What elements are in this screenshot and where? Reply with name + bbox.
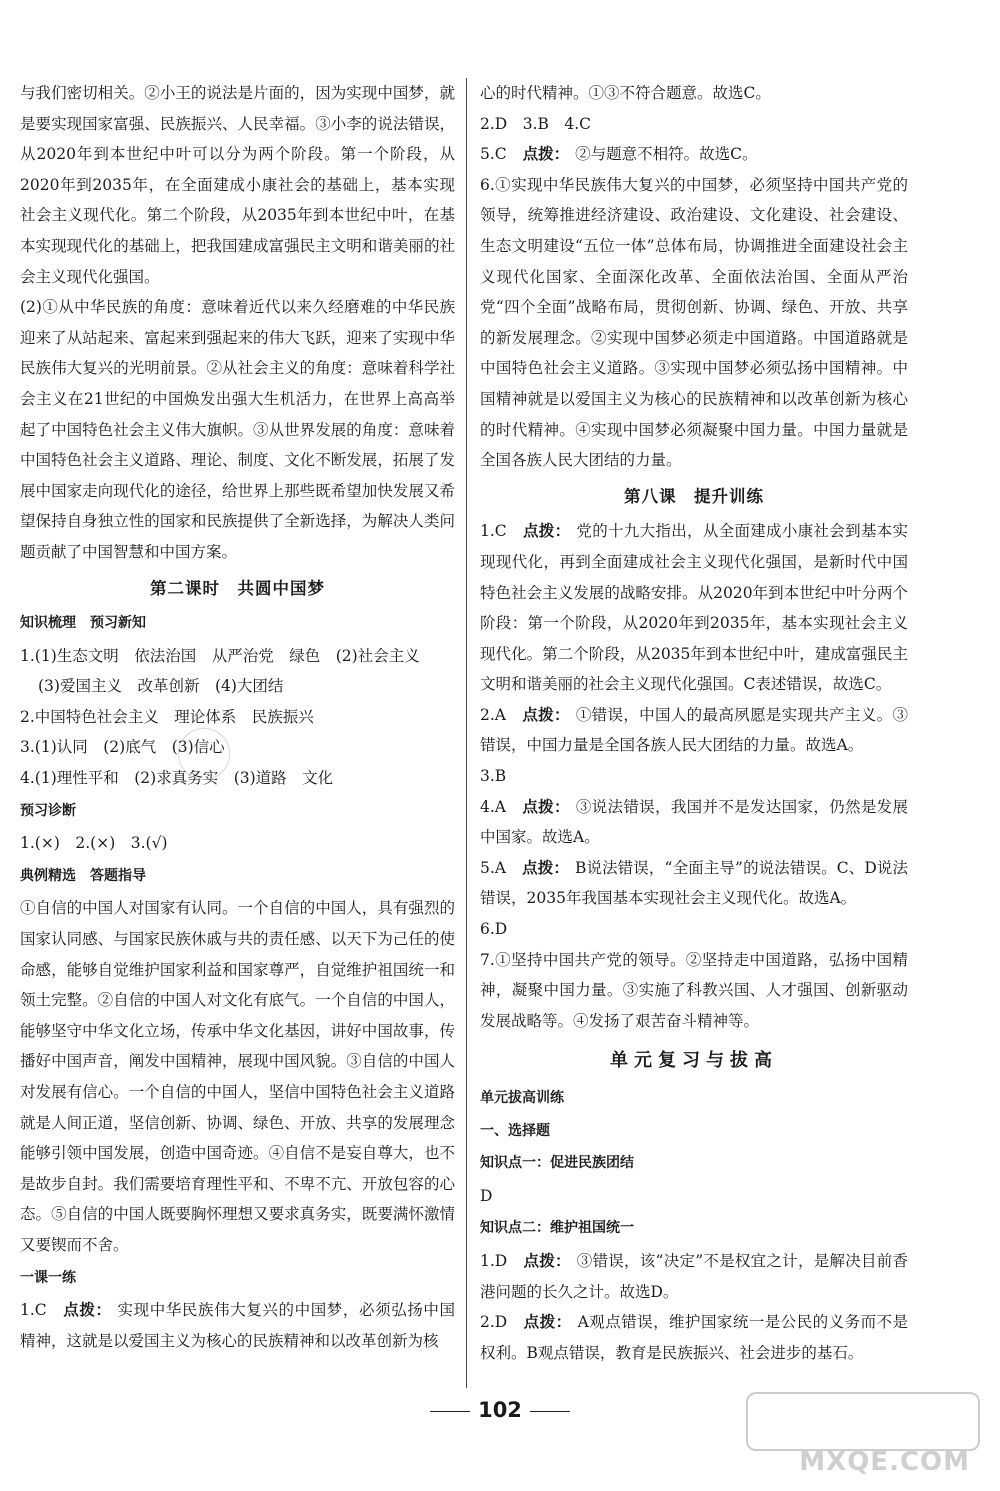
answer-item	[480, 700, 908, 761]
tip-label: 点拨：	[521, 857, 569, 877]
answer-line: 2.D 3.B 4.C	[480, 114, 592, 133]
subheading: 典例精选 答题指导	[20, 867, 146, 884]
answer-paragraph: 7.①坚持中国共产党的领导。②坚持走中国道路，弘扬中国精神，凝聚中国力量。③实施了科教兴国、人才强国、创新驱动发展战略等。④发扬了艰苦奋斗精神等。	[480, 950, 908, 1030]
page-number-text: 102	[478, 1398, 522, 1422]
tip-label: 点拨：	[62, 1300, 112, 1320]
answer-paragraph: 与我们密切相关。②小王的说法是片面的，因为实现中国梦，就是要实现国家富强、民族振兴、人民幸福。③小李的说法错误，从2020年到本世纪中叶可以分为两个阶段。第一个阶段，从2020年到2035年，在全面建成小康社会的基础上，基本实现社会主义现代化。第二个阶段，从2035年到本世纪中叶，在基本实现现代化的基础上，把我国建成富强民主文明和谐美丽的社会主义现代化强国。	[20, 84, 455, 286]
tip-label: 点拨：	[523, 1250, 571, 1270]
answer-number: 4.A	[480, 797, 506, 816]
answer-line: D	[480, 1186, 493, 1205]
subheading: 单元拔高训练	[480, 1090, 564, 1106]
subheading: 知识点二：维护祖国统一	[480, 1220, 634, 1237]
unit-title: 单元复习与拔高	[610, 1050, 778, 1072]
answer-text: A观点错误，维护国家统一是公民的义务而不是权利。B观点错误，教育是民族振兴、社会进步的基石。	[480, 1313, 908, 1362]
answer-number: 1.C	[20, 1301, 47, 1320]
tip-label: 点拨：	[521, 796, 570, 816]
page-number-dash	[430, 1411, 470, 1412]
answer-number: 5.A	[480, 858, 506, 877]
section-title: 第八课 提升训练	[624, 486, 764, 506]
answer-item	[480, 1246, 908, 1307]
subheading: 一课一练	[20, 1269, 76, 1286]
answer-number: 2.D	[480, 1313, 508, 1332]
watermark-url: MXQE.COM	[799, 1447, 970, 1477]
answer-text: ③说法错误，我国并不是发达国家，仍然是发展中国家。故选A。	[480, 797, 908, 847]
answer-line: 6.D	[480, 920, 508, 939]
tip-label: 点拨：	[522, 144, 570, 164]
subheading: 一、选择题	[480, 1122, 550, 1139]
answer-number: 2.A	[480, 705, 506, 724]
answer-item	[480, 853, 908, 914]
tip-label: 点拨：	[523, 1312, 572, 1332]
left-column	[20, 78, 455, 1356]
answer-item	[480, 1307, 908, 1368]
answer-text: 实现中华民族伟大复兴的中国梦，必须弘扬中国精神，这就是以爱国主义为核心的民族精神和以改革创新为核	[20, 1301, 455, 1350]
answer-paragraph: 6.①实现中华民族伟大复兴的中国梦，必须坚持中国共产党的领导，统筹推进经济建设、政治建设、文化建设、社会建设、生态文明建设“五位一体”总体布局，协调推进全面建设社会主义现代化国家、全面深化改革、全面依法治国、全面从严治党“四个全面”战略布局，贯彻创新、协调、绿色、开放、共享的新发展理念。②实现中国梦必须走中国道路。中国道路就是中国特色社会主义道路。③实现中国梦必须弘扬中国精神。中国精神就是以爱国主义为核心的民族精神和以改革创新为核心的时代精神。④实现中国梦必须凝聚中国力量。中国力量就是全国各族人民大团结的力量。	[480, 175, 908, 470]
answer-item	[480, 516, 908, 700]
answer-text: 党的十九大指出，从全面建成小康社会到基本实现现代化，再到全面建成社会主义现代化强国，是新时代中国特色社会主义发展的战略安排。从2020年到本世纪中叶分两个阶段：第一个阶段，从2020年到2035年，基本实现社会主义现代化。第二个阶段，从2035年到本世纪中叶，建成富强民主文明和谐美丽的社会主义现代化强国。C表述错误，故选C。	[480, 522, 908, 694]
answer-item	[480, 139, 908, 170]
answer-line: 1.(1)生态文明 依法治国 从严治党 绿色 (2)社会主义	[20, 646, 420, 665]
example-paragraph: ①自信的中国人对国家有认同。一个自信的中国人，具有强烈的国家认同感、与国家民族休戚与共的责任感、以天下为己任的使命感，能够自觉维护国家利益和国家尊严，自觉维护祖国统一和领土完整。②自信的中国人对文化有底气。一个自信的中国人，能够坚守中华文化立场，传承中华文化基因，讲好中国故事，传播好中国声音，阐发中国精神，展现中国风貌。③自信的中国人对发展有信心。一个自信的中国人，坚信中国特色社会主义道路就是人间正道，坚信创新、协调、绿色、开放、共享的发展理念能够引领中国发展，创造中国奇迹。④自信不是妄自尊大，也不是故步自封。我们需要培育理性平和、不卑不亢、开放包容的心态。⑤自信的中国人既要胸怀理想又要求真务实，既要满怀激情又要锲而不舍。	[20, 899, 455, 1254]
subheading: 预习诊断	[20, 802, 76, 819]
column-divider	[466, 78, 467, 1388]
answer-line: 1.(×) 2.(×) 3.(√)	[20, 834, 168, 853]
answer-paragraph: (2)①从中华民族的角度：意味着近代以来久经磨难的中华民族迎来了从站起来、富起来到强起来的伟大飞跃，迎来了实现中华民族伟大复兴的光明前景。②从社会主义的角度：意味着科学社会主义在21世纪的中国焕发出强大生机活力，在世界上高高举起了中国特色社会主义伟大旗帜。③从世界发展的角度：意味着中国特色社会主义道路、理论、制度、文化不断发展，拓展了发展中国家走向现代化的途径，给世界上那些既希望加快发展又希望保持自身独立性的国家和民族提供了全新选择，为解决人类问题贡献了中国智慧和中国方案。	[20, 298, 455, 561]
answer-text: ③错误，该“决定”不是权宜之计，是解决目前香港问题的长久之计。故选D。	[480, 1251, 908, 1301]
answer-line: 3.(1)认同 (2)底气 (3)信心	[20, 738, 225, 757]
answer-item	[20, 1295, 455, 1356]
answer-number: 1.C	[480, 522, 507, 541]
answer-item	[480, 792, 908, 853]
tip-label: 点拨：	[522, 521, 571, 541]
watermark	[750, 1392, 980, 1477]
answer-text: B说法错误，“全面主导”的说法错误。C、D说法错误，2035年我国基本实现社会主义现代化。故选A。	[480, 858, 908, 908]
answer-line: 心的时代精神。①③不符合题意。故选C。	[480, 84, 771, 102]
section-title: 第二课时 共圆中国梦	[150, 578, 325, 598]
answer-line: 2.中国特色社会主义 理论体系 民族振兴	[20, 707, 314, 726]
subheading: 知识点一：促进民族团结	[480, 1155, 634, 1172]
subheading: 知识梳理 预习新知	[20, 615, 146, 632]
answer-line: 3.B	[480, 767, 507, 786]
answer-text: ②与题意不相符。故选C。	[575, 145, 758, 164]
answer-number: 5.C	[480, 145, 507, 164]
answer-number: 1.D	[480, 1251, 508, 1270]
right-column	[480, 78, 908, 1368]
answer-line: 4.(1)理性平和 (2)求真务实 (3)道路 文化	[20, 769, 334, 788]
tip-label: 点拨：	[521, 704, 570, 724]
faint-stamp	[178, 728, 230, 780]
answer-text: ①错误，中国人的最高夙愿是实现共产主义。③错误，中国力量是全国各族人民大团结的力量。故选A。	[480, 705, 908, 755]
answer-line: (3)爱国主义 改革创新 (4)大团结	[38, 677, 284, 696]
watermark-logo	[746, 1392, 980, 1451]
page-number-dash	[530, 1411, 570, 1412]
